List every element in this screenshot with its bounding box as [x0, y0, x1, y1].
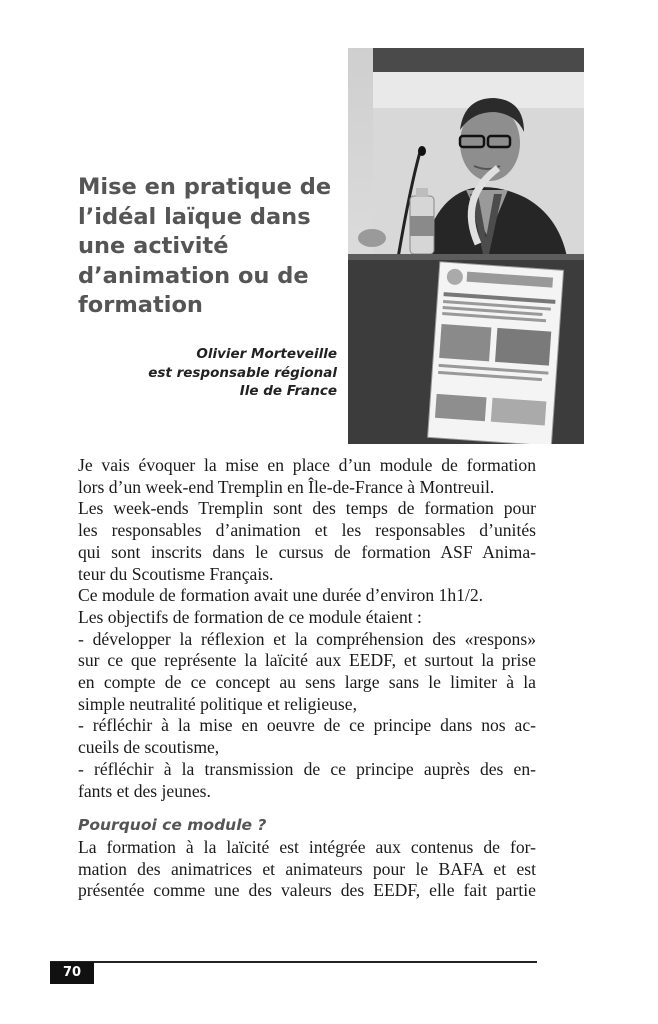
body-line: qui sont inscrits dans le cursus de formation ASF Anima- [78, 541, 536, 562]
author-byline [120, 345, 337, 401]
body-line: présentée comme une des valeurs des EEDF, elle fait partie [78, 880, 536, 901]
article-body [78, 455, 536, 902]
body-line: sur ce que représente la laïcité aux EEDF, et surtout la prise [78, 650, 536, 671]
page-number: 70 [50, 962, 94, 984]
body-line: Les week-ends Tremplin sont des temps de formation pour [78, 498, 536, 519]
body-line: Les objectifs de formation de ce module étaient : [78, 606, 422, 627]
body-line: - réfléchir à la transmission de ce principe auprès des en- [78, 758, 536, 779]
author-line: Ile de France [239, 383, 337, 399]
speaker-photo [348, 48, 584, 444]
body-line: Ce module de formation avait une durée d’environ 1h1/2. [78, 585, 484, 606]
body-line: teur du Scoutisme Français. [78, 563, 274, 584]
body-line: en compte de ce concept au sens large sans le limiter à la [78, 672, 536, 693]
footer-rule [50, 961, 537, 963]
poster-heading-text: JOURNÉE DE LA MÉMOIRE DU SCOUTISME LAÏQUE 2019 [348, 48, 379, 49]
body-line: La formation à la laïcité est intégrée aux contenus de for- [78, 836, 536, 857]
body-line: lors d’un week-end Tremplin en Île-de-France à Montreuil. [78, 476, 495, 497]
author-line: Olivier Morteveille [196, 346, 337, 362]
body-line: Je vais évoquer la mise en place d’un module de formation [78, 455, 536, 475]
author-line: est responsable régional [148, 364, 337, 381]
section-heading: Pourquoi ce module ? [78, 816, 267, 835]
article-title: Mise en pratique de l’idéal laïque dans une activité d’animation ou de formation [78, 174, 332, 318]
body-line: - développer la réflexion et la compréhension des «respons» [78, 628, 536, 649]
body-line: fants et des jeunes. [78, 780, 211, 801]
body-line: simple neutralité politique et religieuse, [78, 693, 357, 714]
body-line: mation des animatrices et animateurs pour le BAFA et est [78, 858, 536, 879]
body-line: les responsables d’animation et les responsables d’unités [78, 520, 536, 541]
body-line: cueils de scoutisme, [78, 737, 220, 758]
body-line: - réfléchir à la mise en oeuvre de ce principe dans nos ac- [78, 715, 536, 736]
